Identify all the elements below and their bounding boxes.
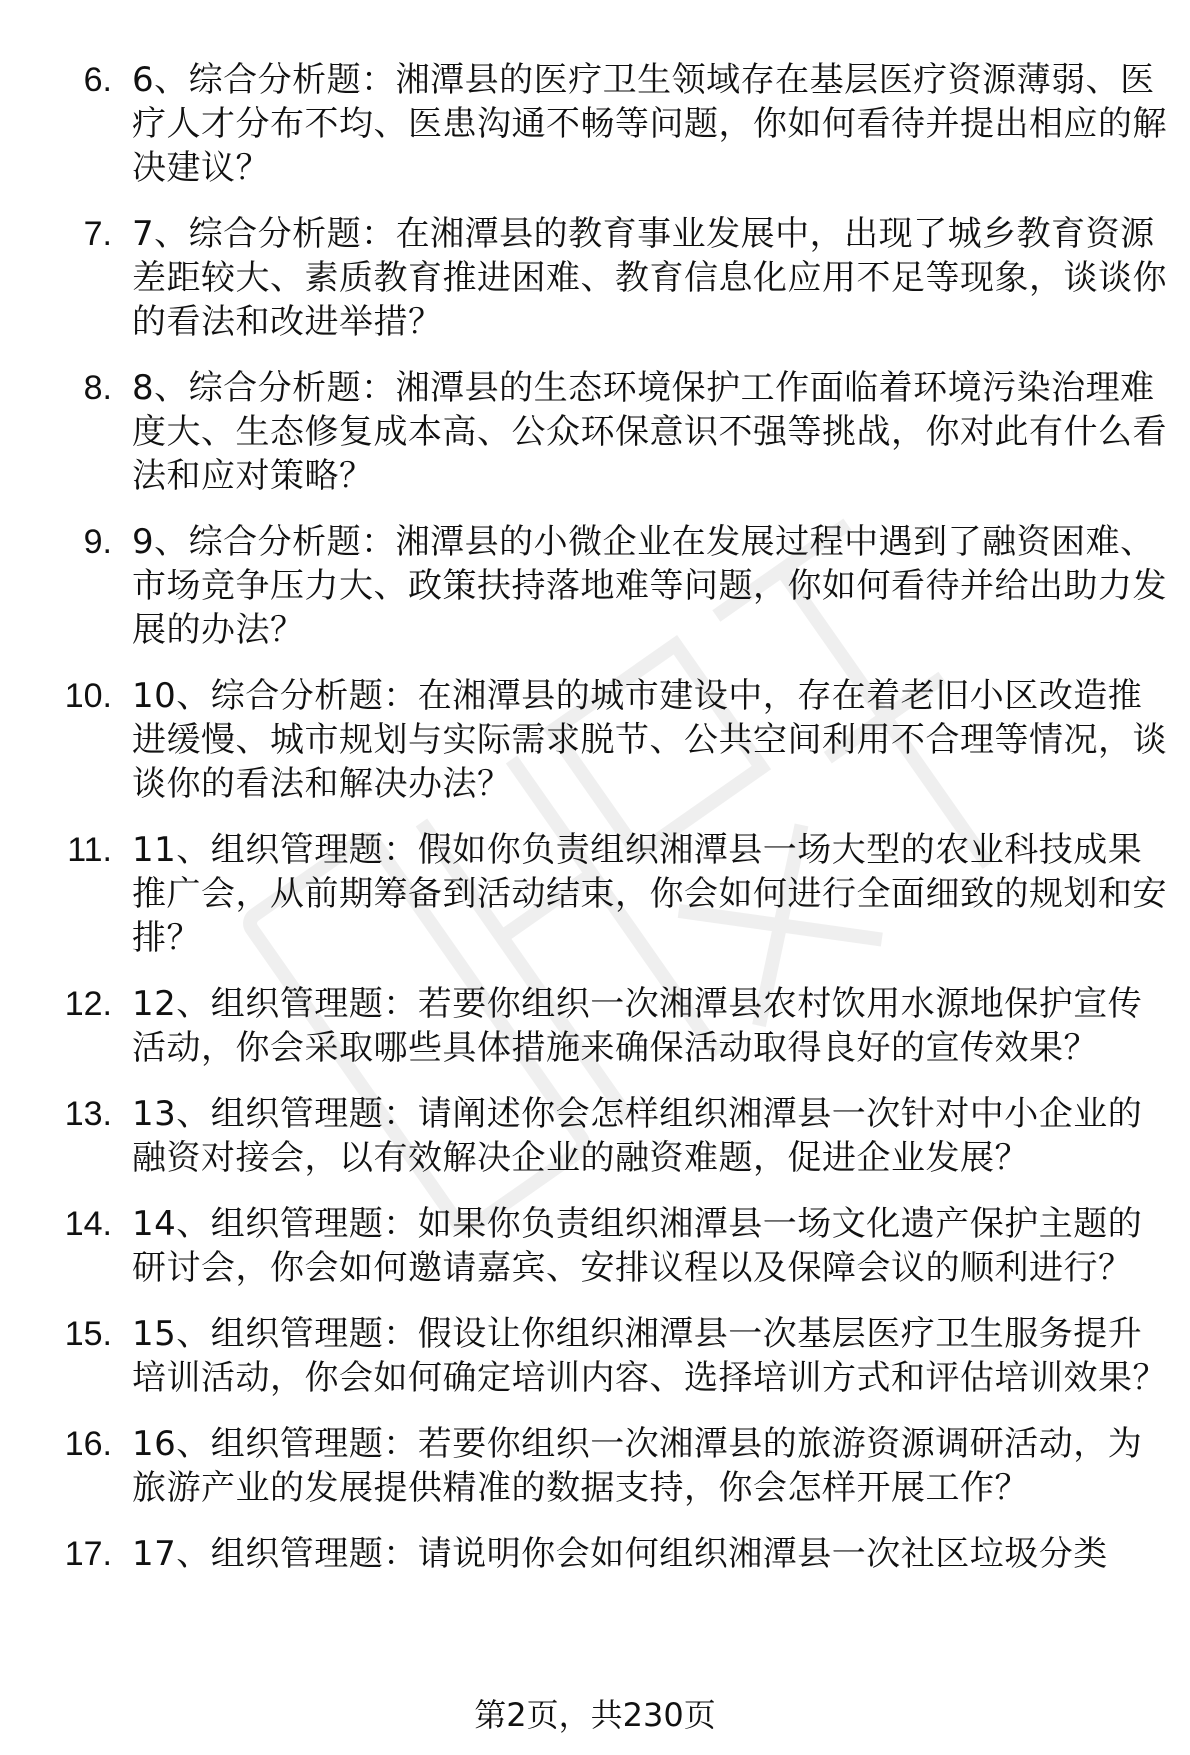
list-item [0,674,1190,806]
item-text: 14、组织管理题：如果你负责组织湘潭县一场文化遗产保护主题的研讨会，你会如何邀请嘉宾、安排议程以及保障会议的顺利进行？ [132,1204,1143,1288]
question-list [0,58,1190,1598]
item-text: 6、综合分析题：湘潭县的医疗卫生领域存在基层医疗资源薄弱、医疗人才分布不均、医患沟通不畅等问题，你如何看待并提出相应的解决建议？ [132,60,1167,188]
list-item [0,828,1190,960]
list-item [0,1092,1190,1180]
list-item [0,58,1190,190]
item-number: 17. [64,1535,112,1573]
item-number: 12. [64,985,112,1023]
item-text: 15、组织管理题：假设让你组织湘潭县一次基层医疗卫生服务提升培训活动，你会如何确定培训内容、选择培训方式和评估培训效果？ [132,1314,1167,1398]
list-item [0,1422,1190,1510]
item-text: 7、综合分析题：在湘潭县的教育事业发展中，出现了城乡教育资源差距较大、素质教育推进困难、教育信息化应用不足等现象，谈谈你的看法和改进举措？ [132,214,1167,342]
item-number: 7. [83,215,112,253]
item-text: 16、组织管理题：若要你组织一次湘潭县的旅游资源调研活动，为旅游产业的发展提供精准的数据支持，你会怎样开展工作？ [132,1424,1143,1508]
item-text: 9、综合分析题：湘潭县的小微企业在发展过程中遇到了融资困难、市场竞争压力大、政策扶持落地难等问题，你如何看待并给出助力发展的办法？ [132,522,1167,650]
list-item [0,1312,1190,1400]
list-item [0,1202,1190,1290]
item-text: 12、组织管理题：若要你组织一次湘潭县农村饮用水源地保护宣传活动，你会采取哪些具体措施来确保活动取得良好的宣传效果？ [132,984,1143,1068]
item-number: 8. [83,369,112,407]
item-number: 9. [83,523,112,561]
item-number: 11. [67,831,112,869]
item-number: 10. [64,677,112,715]
item-number: 15. [64,1315,112,1353]
item-number: 13. [64,1095,112,1133]
list-item [0,1532,1190,1576]
list-item [0,212,1190,344]
list-item [0,982,1190,1070]
item-text: 11、组织管理题：假如你负责组织湘潭县一场大型的农业科技成果推广会，从前期筹备到活动结束，你会如何进行全面细致的规划和安排？ [132,830,1167,958]
item-number: 14. [64,1205,112,1243]
item-text: 8、综合分析题：湘潭县的生态环境保护工作面临着环境污染治理难度大、生态修复成本高、公众环保意识不强等挑战，你对此有什么看法和应对策略？ [132,368,1167,496]
item-number: 6. [83,61,112,99]
page-footer: 第2页，共230页 [474,1696,716,1734]
item-text: 17、组织管理题：请说明你会如何组织湘潭县一次社区垃圾分类 [132,1534,1108,1574]
item-text: 13、组织管理题：请阐述你会怎样组织湘潭县一次针对中小企业的融资对接会，以有效解决企业的融资难题，促进企业发展？ [132,1094,1143,1178]
list-item [0,366,1190,498]
list-item [0,520,1190,652]
item-number: 16. [64,1425,112,1463]
item-text: 10、综合分析题：在湘潭县的城市建设中，存在着老旧小区改造推进缓慢、城市规划与实际需求脱节、公共空间利用不合理等情况，谈谈你的看法和解决办法？ [132,676,1167,804]
